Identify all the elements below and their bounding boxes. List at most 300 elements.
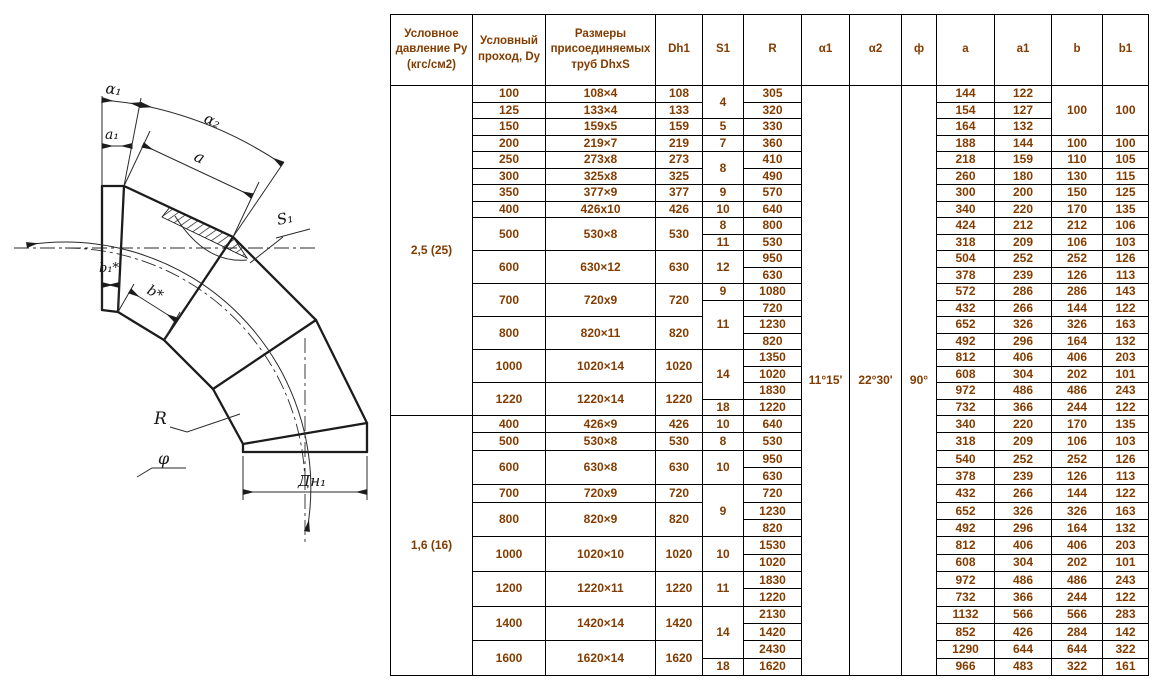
table-cell: 406 bbox=[1052, 537, 1103, 554]
table-row bbox=[391, 450, 1149, 467]
column-header: ф bbox=[902, 15, 937, 86]
b-star-label: b* bbox=[144, 282, 166, 305]
table-cell: 530 bbox=[744, 433, 802, 450]
table-cell: 1200 bbox=[473, 571, 546, 606]
column-header: Dh1 bbox=[656, 15, 703, 86]
table-cell: 1620×14 bbox=[546, 641, 656, 676]
table-cell: 360 bbox=[744, 135, 802, 152]
table-cell: 966 bbox=[937, 658, 995, 675]
table-cell: 432 bbox=[937, 300, 995, 317]
table-cell: 1000 bbox=[473, 537, 546, 572]
table-cell: 1420 bbox=[656, 606, 703, 641]
table-cell: 630×8 bbox=[546, 450, 656, 485]
table-cell: 320 bbox=[744, 102, 802, 119]
table-cell: 340 bbox=[937, 416, 995, 433]
table-cell: 159 bbox=[995, 152, 1052, 169]
table-cell: 122 bbox=[1103, 485, 1149, 502]
table-cell: 800 bbox=[473, 502, 546, 537]
table-cell: 800 bbox=[744, 218, 802, 235]
table-cell: 600 bbox=[473, 251, 546, 284]
table-cell: 732 bbox=[937, 589, 995, 606]
table-cell: 972 bbox=[937, 571, 995, 588]
table-cell: 500 bbox=[473, 433, 546, 450]
table-cell: 101 bbox=[1103, 554, 1149, 571]
column-header: b bbox=[1052, 15, 1103, 86]
table-cell: 852 bbox=[937, 623, 995, 640]
table-cell: 483 bbox=[995, 658, 1052, 675]
table-cell: 366 bbox=[995, 589, 1052, 606]
table-cell: 800 bbox=[473, 317, 546, 350]
table-cell: 1220 bbox=[656, 383, 703, 416]
table-cell: 163 bbox=[1103, 317, 1149, 334]
table-cell: 219×7 bbox=[546, 135, 656, 152]
table-cell: 202 bbox=[1052, 366, 1103, 383]
table-cell: 486 bbox=[1052, 571, 1103, 588]
table-cell: 11 bbox=[703, 571, 744, 606]
table-cell: 133 bbox=[656, 102, 703, 119]
table-cell: 200 bbox=[995, 185, 1052, 202]
table-cell: 406 bbox=[995, 537, 1052, 554]
table-cell: 1290 bbox=[937, 641, 995, 658]
table-cell: 9 bbox=[703, 185, 744, 202]
table-cell: 14 bbox=[703, 606, 744, 658]
table-cell: 122 bbox=[1103, 300, 1149, 317]
column-header: Размеры присоединяемых труб DhxS bbox=[546, 15, 656, 86]
table-cell: 1220 bbox=[656, 571, 703, 606]
table-cell: 1620 bbox=[656, 641, 703, 676]
table-cell: 400 bbox=[473, 416, 546, 433]
table-cell: 10 bbox=[703, 201, 744, 218]
table-cell: 326 bbox=[1052, 502, 1103, 519]
table-cell: 100 bbox=[1052, 86, 1103, 136]
table-cell: 1620 bbox=[744, 658, 802, 675]
table-cell: 820×11 bbox=[546, 317, 656, 350]
table-cell: 640 bbox=[744, 416, 802, 433]
table-cell: 426×9 bbox=[546, 416, 656, 433]
table-cell: 203 bbox=[1103, 350, 1149, 367]
table-cell: 10 bbox=[703, 537, 744, 572]
table-cell: 244 bbox=[1052, 399, 1103, 416]
table-cell: 492 bbox=[937, 519, 995, 536]
table-cell: 486 bbox=[995, 383, 1052, 400]
table-cell: 700 bbox=[473, 284, 546, 317]
table-cell: 330 bbox=[744, 119, 802, 136]
center-lines bbox=[14, 248, 318, 546]
table-cell: 115 bbox=[1103, 168, 1149, 185]
table-cell: 159 bbox=[656, 119, 703, 136]
table-cell: 1420×14 bbox=[546, 606, 656, 641]
table-cell: 125 bbox=[1103, 185, 1149, 202]
table-cell: 218 bbox=[937, 152, 995, 169]
table-cell: 1230 bbox=[744, 317, 802, 334]
table-cell: 1020 bbox=[744, 366, 802, 383]
table-cell: 122 bbox=[1103, 399, 1149, 416]
table-cell: 322 bbox=[1052, 658, 1103, 675]
table-cell: 2430 bbox=[744, 641, 802, 658]
table-cell: 163 bbox=[1103, 502, 1149, 519]
elbow-contour bbox=[102, 186, 367, 452]
table-cell: 283 bbox=[1103, 606, 1149, 623]
table-cell: 366 bbox=[995, 399, 1052, 416]
table-cell: 1220 bbox=[744, 399, 802, 416]
table-cell: 200 bbox=[473, 135, 546, 152]
table-row bbox=[391, 102, 1149, 119]
table-cell: 322 bbox=[1103, 641, 1149, 658]
table-cell: 18 bbox=[703, 658, 744, 675]
table-cell: 122 bbox=[1103, 589, 1149, 606]
table-cell: 209 bbox=[995, 433, 1052, 450]
column-header: a1 bbox=[995, 15, 1052, 86]
table-cell: 406 bbox=[995, 350, 1052, 367]
radius-label: R bbox=[154, 409, 167, 429]
table-cell: 266 bbox=[995, 485, 1052, 502]
table-cell: 1530 bbox=[744, 537, 802, 554]
table-cell: 113 bbox=[1103, 267, 1149, 284]
table-cell: 130 bbox=[1052, 168, 1103, 185]
table-row bbox=[391, 485, 1149, 502]
table-cell: 1400 bbox=[473, 606, 546, 641]
table-cell: 530 bbox=[656, 218, 703, 251]
table-cell: 424 bbox=[937, 218, 995, 235]
table-cell: 132 bbox=[1103, 333, 1149, 350]
table-cell: 164 bbox=[937, 119, 995, 136]
table-cell: 110 bbox=[1052, 152, 1103, 169]
table-cell: 8 bbox=[703, 152, 744, 185]
table-cell: 1020×10 bbox=[546, 537, 656, 572]
table-cell: 90° bbox=[902, 86, 937, 676]
table-row bbox=[391, 433, 1149, 450]
table-cell: 326 bbox=[995, 502, 1052, 519]
table-cell: 244 bbox=[1052, 589, 1103, 606]
table-cell: 2130 bbox=[744, 606, 802, 623]
alpha2-label: α₂ bbox=[201, 109, 224, 132]
table-cell: 1020×14 bbox=[546, 350, 656, 383]
table-row bbox=[391, 641, 1149, 658]
dn1-label: Дн₁ bbox=[298, 472, 327, 490]
table-cell: 126 bbox=[1103, 450, 1149, 467]
table-cell: 300 bbox=[473, 168, 546, 185]
table-cell: 239 bbox=[995, 267, 1052, 284]
table-cell: 1220 bbox=[744, 589, 802, 606]
table-cell: 378 bbox=[937, 267, 995, 284]
table-cell: 101 bbox=[1103, 366, 1149, 383]
pipe-bend-drawing bbox=[0, 0, 390, 688]
column-header: S1 bbox=[703, 15, 744, 86]
table-cell: 426 bbox=[656, 201, 703, 218]
table-cell: 1000 bbox=[473, 350, 546, 383]
table-cell: 350 bbox=[473, 185, 546, 202]
table-cell: 700 bbox=[473, 485, 546, 502]
table-cell: 720x9 bbox=[546, 485, 656, 502]
table-cell: 239 bbox=[995, 467, 1052, 484]
table-cell: 608 bbox=[937, 554, 995, 571]
table-cell: 377 bbox=[656, 185, 703, 202]
table-cell: 212 bbox=[1052, 218, 1103, 235]
column-header: R bbox=[744, 15, 802, 86]
table-cell: 504 bbox=[937, 251, 995, 268]
table-cell: 108 bbox=[656, 86, 703, 103]
table-cell: 486 bbox=[995, 571, 1052, 588]
s1-label: S₁ bbox=[275, 207, 295, 229]
column-header: a bbox=[937, 15, 995, 86]
table-cell: 250 bbox=[473, 152, 546, 169]
table-cell: 4 bbox=[703, 86, 744, 119]
table-cell: 1080 bbox=[744, 284, 802, 301]
table-row bbox=[391, 416, 1149, 433]
table-cell: 10 bbox=[703, 450, 744, 485]
table-cell: 266 bbox=[995, 300, 1052, 317]
table-row bbox=[391, 201, 1149, 218]
table-cell: 170 bbox=[1052, 201, 1103, 218]
table-row bbox=[391, 251, 1149, 268]
table-cell: 11 bbox=[703, 300, 744, 350]
table-cell: 1600 bbox=[473, 641, 546, 676]
table-cell: 608 bbox=[937, 366, 995, 383]
table-cell: 144 bbox=[1052, 300, 1103, 317]
table-cell: 486 bbox=[1052, 383, 1103, 400]
table-row bbox=[391, 350, 1149, 367]
table-cell: 600 bbox=[473, 450, 546, 485]
table-cell: 326 bbox=[1052, 317, 1103, 334]
table-cell: 720x9 bbox=[546, 284, 656, 317]
table-cell: 286 bbox=[1052, 284, 1103, 301]
column-header: b1 bbox=[1103, 15, 1149, 86]
table-cell: 132 bbox=[1103, 519, 1149, 536]
table-cell: 305 bbox=[744, 86, 802, 103]
table-cell: 326 bbox=[995, 317, 1052, 334]
table-cell: 644 bbox=[995, 641, 1052, 658]
table-cell: 133×4 bbox=[546, 102, 656, 119]
table-cell: 426 bbox=[995, 623, 1052, 640]
table-cell: 252 bbox=[1052, 251, 1103, 268]
table-cell: 219 bbox=[656, 135, 703, 152]
a1-label: a₁ bbox=[105, 127, 119, 143]
table-cell: 126 bbox=[1103, 251, 1149, 268]
table-cell: 106 bbox=[1052, 433, 1103, 450]
table-row bbox=[391, 185, 1149, 202]
table-cell: 108×4 bbox=[546, 86, 656, 103]
table-cell: 972 bbox=[937, 383, 995, 400]
table-cell: 164 bbox=[1052, 519, 1103, 536]
table-cell: 318 bbox=[937, 433, 995, 450]
table-cell: 1132 bbox=[937, 606, 995, 623]
table-cell: 1020 bbox=[656, 537, 703, 572]
table-cell: 630 bbox=[744, 267, 802, 284]
table-cell: 8 bbox=[703, 433, 744, 450]
table-cell: 492 bbox=[937, 333, 995, 350]
table-cell: 630 bbox=[656, 450, 703, 485]
table-cell: 1020 bbox=[656, 350, 703, 383]
table-cell: 490 bbox=[744, 168, 802, 185]
table-cell: 260 bbox=[937, 168, 995, 185]
table-row bbox=[391, 152, 1149, 169]
table-cell: 530 bbox=[656, 433, 703, 450]
table-row bbox=[391, 571, 1149, 588]
table-cell: 103 bbox=[1103, 234, 1149, 251]
table-cell: 122 bbox=[995, 86, 1052, 103]
table-cell: 14 bbox=[703, 350, 744, 400]
table-cell: 252 bbox=[995, 450, 1052, 467]
table-cell: 143 bbox=[1103, 284, 1149, 301]
table-cell: 243 bbox=[1103, 383, 1149, 400]
table-cell: 144 bbox=[937, 86, 995, 103]
table-cell: 304 bbox=[995, 554, 1052, 571]
table-cell: 164 bbox=[1052, 333, 1103, 350]
table-row bbox=[391, 502, 1149, 519]
table-cell: 127 bbox=[995, 102, 1052, 119]
table-cell: 500 bbox=[473, 218, 546, 251]
table-cell: 132 bbox=[995, 119, 1052, 136]
table-cell: 820 bbox=[744, 519, 802, 536]
table-cell: 12 bbox=[703, 251, 744, 284]
table-cell: 212 bbox=[995, 218, 1052, 235]
table-cell: 273x8 bbox=[546, 152, 656, 169]
table-cell: 820 bbox=[744, 333, 802, 350]
table-cell: 820 bbox=[656, 502, 703, 537]
table-cell: 1220×11 bbox=[546, 571, 656, 606]
table-cell: 188 bbox=[937, 135, 995, 152]
table-cell: 378 bbox=[937, 467, 995, 484]
table-cell: 300 bbox=[937, 185, 995, 202]
table-cell: 1830 bbox=[744, 571, 802, 588]
table-cell: 125 bbox=[473, 102, 546, 119]
table-cell: 410 bbox=[744, 152, 802, 169]
phi-label: φ bbox=[158, 449, 170, 468]
table-cell: 9 bbox=[703, 485, 744, 537]
table-cell: 252 bbox=[1052, 450, 1103, 467]
table-cell: 1020 bbox=[744, 554, 802, 571]
table-cell: 5 bbox=[703, 119, 744, 136]
table-cell: 318 bbox=[937, 234, 995, 251]
table-cell: 10 bbox=[703, 416, 744, 433]
table-cell: 812 bbox=[937, 350, 995, 367]
table-cell: 1220×14 bbox=[546, 383, 656, 416]
column-header: α1 bbox=[802, 15, 850, 86]
table-cell: 1220 bbox=[473, 383, 546, 416]
table-cell: 732 bbox=[937, 399, 995, 416]
table-cell: 432 bbox=[937, 485, 995, 502]
table-cell: 150 bbox=[473, 119, 546, 136]
table-cell: 566 bbox=[995, 606, 1052, 623]
table-cell: 22°30' bbox=[850, 86, 902, 676]
column-header: Условное давление Ру (кгс/см2) bbox=[391, 15, 473, 86]
table-cell: 296 bbox=[995, 519, 1052, 536]
table-cell: 1420 bbox=[744, 623, 802, 640]
a-label: a bbox=[191, 146, 208, 168]
table-cell: 1,6 (16) bbox=[391, 416, 473, 676]
table-cell: 202 bbox=[1052, 554, 1103, 571]
table-cell: 243 bbox=[1103, 571, 1149, 588]
table-cell: 572 bbox=[937, 284, 995, 301]
table-cell: 286 bbox=[995, 284, 1052, 301]
table-cell: 377×9 bbox=[546, 185, 656, 202]
table-cell: 284 bbox=[1052, 623, 1103, 640]
table-cell: 640 bbox=[744, 201, 802, 218]
table-cell: 135 bbox=[1103, 416, 1149, 433]
table-cell: 273 bbox=[656, 152, 703, 169]
table-cell: 400 bbox=[473, 201, 546, 218]
table-cell: 126 bbox=[1052, 467, 1103, 484]
table-row bbox=[391, 284, 1149, 301]
table-cell: 630 bbox=[656, 251, 703, 284]
table-cell: 105 bbox=[1103, 152, 1149, 169]
table-cell: 154 bbox=[937, 102, 995, 119]
table-cell: 9 bbox=[703, 284, 744, 301]
table-cell: 180 bbox=[995, 168, 1052, 185]
table-row bbox=[391, 606, 1149, 623]
table-cell: 220 bbox=[995, 201, 1052, 218]
table-cell: 100 bbox=[1103, 86, 1149, 136]
table-cell: 530 bbox=[744, 234, 802, 251]
table-cell: 203 bbox=[1103, 537, 1149, 554]
table-cell: 209 bbox=[995, 234, 1052, 251]
table-cell: 630 bbox=[744, 467, 802, 484]
table-header bbox=[391, 15, 1149, 86]
table-cell: 325x8 bbox=[546, 168, 656, 185]
table-row bbox=[391, 317, 1149, 334]
table-row bbox=[391, 135, 1149, 152]
table-cell: 426 bbox=[656, 416, 703, 433]
table-cell: 144 bbox=[1052, 485, 1103, 502]
table-cell: 812 bbox=[937, 537, 995, 554]
table-cell: 720 bbox=[656, 284, 703, 317]
table-cell: 720 bbox=[656, 485, 703, 502]
table-row bbox=[391, 537, 1149, 554]
table-row bbox=[391, 86, 1149, 103]
table-cell: 820 bbox=[656, 317, 703, 350]
table-cell: 1230 bbox=[744, 502, 802, 519]
table-cell: 1830 bbox=[744, 383, 802, 400]
table-cell: 252 bbox=[995, 251, 1052, 268]
table-cell: 644 bbox=[1052, 641, 1103, 658]
table-cell: 18 bbox=[703, 399, 744, 416]
table-row bbox=[391, 383, 1149, 400]
column-header: α2 bbox=[850, 15, 902, 86]
table-cell: 100 bbox=[1052, 135, 1103, 152]
table-cell: 720 bbox=[744, 485, 802, 502]
table-cell: 142 bbox=[1103, 623, 1149, 640]
table-cell: 540 bbox=[937, 450, 995, 467]
table-cell: 220 bbox=[995, 416, 1052, 433]
table-cell: 113 bbox=[1103, 467, 1149, 484]
spec-table bbox=[390, 14, 1149, 676]
table-cell: 126 bbox=[1052, 267, 1103, 284]
table-cell: 170 bbox=[1052, 416, 1103, 433]
table-cell: 820×9 bbox=[546, 502, 656, 537]
table-cell: 340 bbox=[937, 201, 995, 218]
table-row bbox=[391, 218, 1149, 235]
table-cell: 406 bbox=[1052, 350, 1103, 367]
table-cell: 570 bbox=[744, 185, 802, 202]
table-cell: 100 bbox=[1103, 135, 1149, 152]
table-cell: 304 bbox=[995, 366, 1052, 383]
table-cell: 296 bbox=[995, 333, 1052, 350]
table-cell: 652 bbox=[937, 502, 995, 519]
table-cell: 103 bbox=[1103, 433, 1149, 450]
table-cell: 325 bbox=[656, 168, 703, 185]
table-cell: 106 bbox=[1103, 218, 1149, 235]
table-cell: 8 bbox=[703, 218, 744, 235]
table-cell: 161 bbox=[1103, 658, 1149, 675]
alpha1-label: α₁ bbox=[104, 79, 123, 100]
table-cell: 11 bbox=[703, 234, 744, 251]
table-cell: 144 bbox=[995, 135, 1052, 152]
table-cell: 530×8 bbox=[546, 218, 656, 251]
table-cell: 630×12 bbox=[546, 251, 656, 284]
table-cell: 135 bbox=[1103, 201, 1149, 218]
table-cell: 426x10 bbox=[546, 201, 656, 218]
table-cell: 950 bbox=[744, 251, 802, 268]
